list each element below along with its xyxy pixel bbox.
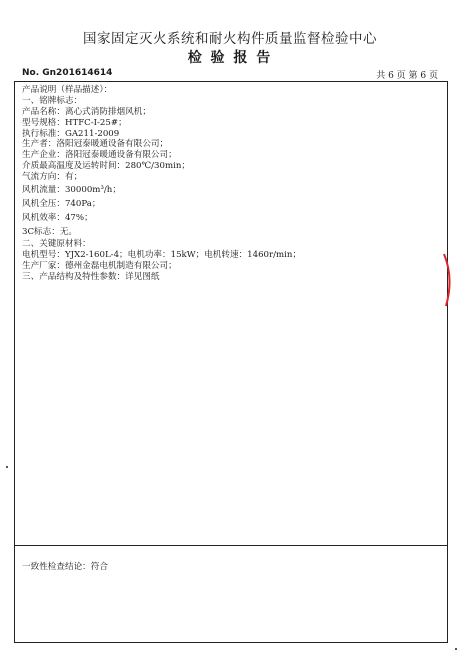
description-line: 风机效率：47%； [22,213,93,224]
scan-speck [6,466,8,468]
description-line: 一、铭牌标志： [22,95,83,106]
description-line: 执行标准：GA211-2009 [22,128,120,139]
description-line: 生产企业：洛阳冠泰暖通设备有限公司； [22,150,177,161]
description-line: 3C标志：无。 [22,227,78,238]
description-line: 产品说明（样品描述）： [22,85,113,95]
description-line: 风机流量：30000m³/h； [22,185,121,196]
conformity-conclusion: 一致性检查结论：符合 [22,562,108,572]
description-line: 型号规格：HTFC-Ⅰ-25#； [22,117,127,128]
description-line: 生产厂家：德州金磊电机制造有限公司； [22,260,177,271]
product-description-section [15,82,447,546]
page-counter: 共 6 页 第 6 页 [376,71,438,81]
description-line: 风机全压：740Pa； [22,199,101,210]
description-line: 气流方向：有； [22,172,83,183]
report-number: No. Gn201614614 [22,68,113,78]
report-institution-title: 国家固定灭火系统和耐火构件质量监督检验中心 [83,31,377,47]
report-frame [14,81,448,643]
scan-speck [455,648,457,650]
description-line: 三、产品结构及特性参数：详见图纸 [22,271,160,282]
description-line: 电机型号：YJX2-160L-4；电机功率：15kW；电机转速：1460r/min； [22,249,302,260]
description-line: 二、关键原材料： [22,239,91,250]
description-line: 生产者：洛阳冠泰暖通设备有限公司； [22,139,169,150]
seal-edge-mark [438,250,458,310]
description-line: 产品名称：离心式消防排烟风机； [22,106,151,117]
description-lines [22,85,442,283]
report-type-title: 检 验 报 告 [187,50,273,66]
description-line: 介质最高温度及运转时间：280℃/30min； [22,161,190,172]
